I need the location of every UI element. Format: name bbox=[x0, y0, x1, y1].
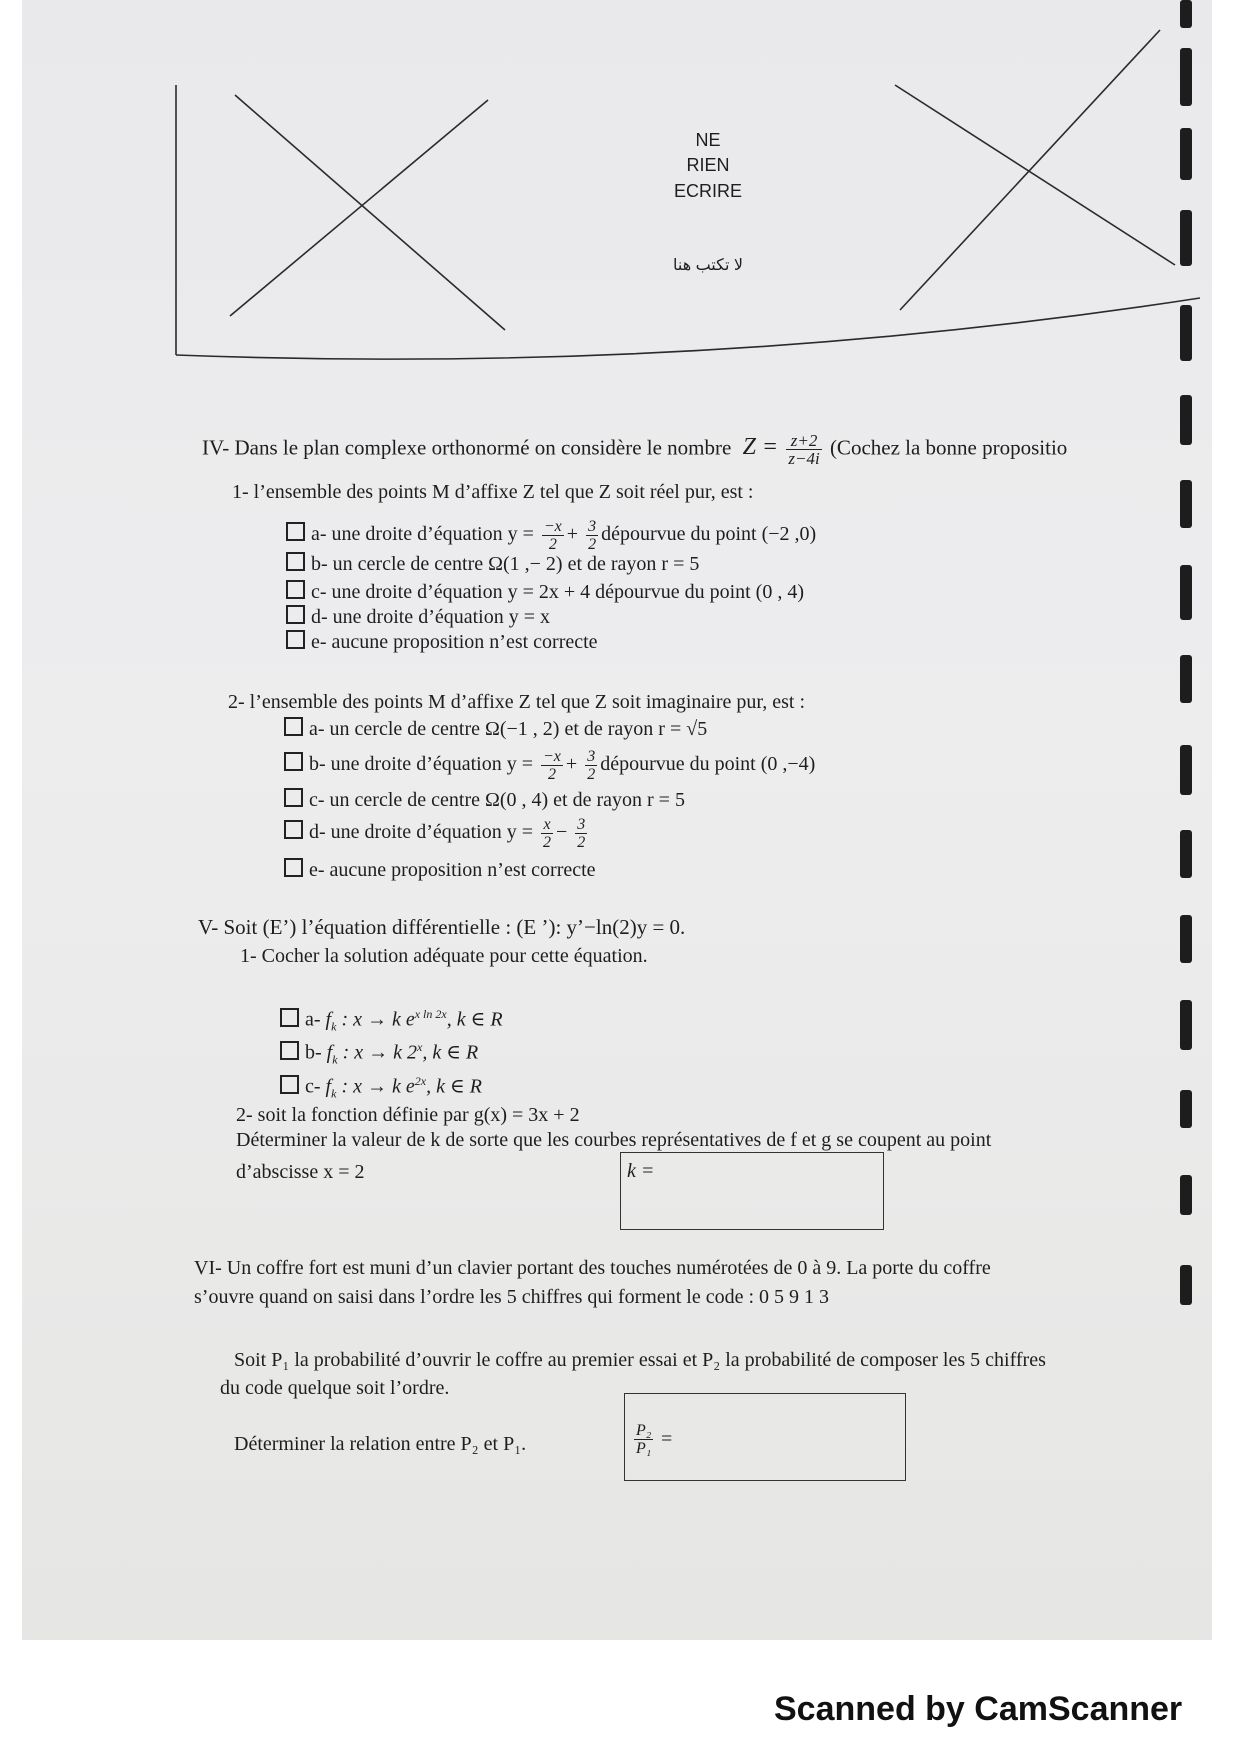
section-vi-line5: Déterminer la relation entre P₂ et P₁. bbox=[234, 1433, 527, 1455]
checkbox[interactable] bbox=[284, 717, 303, 736]
checkbox[interactable] bbox=[286, 630, 305, 649]
checkbox[interactable] bbox=[286, 605, 305, 624]
section-vi-line4: du code quelque soit l’ordre. bbox=[220, 1377, 450, 1399]
binding-ring bbox=[1180, 395, 1192, 445]
header-ne: NE bbox=[695, 130, 721, 150]
section-vi-line3: Soit P₁ la probabilité d’ouvrir le coffre au premier essai et P₂ la probabilité de composer les 5 chiffres bbox=[234, 1349, 1046, 1371]
cross-line-right-2 bbox=[900, 30, 1160, 310]
checkbox[interactable] bbox=[280, 1008, 299, 1027]
q2-option-e[interactable]: e- aucune proposition n’est correcte bbox=[284, 858, 596, 882]
k-answer-label: k = bbox=[627, 1160, 655, 1182]
checkbox[interactable] bbox=[284, 752, 303, 771]
cross-line-left-2 bbox=[230, 100, 488, 316]
cross-line-left-1 bbox=[235, 95, 505, 330]
instruction: (Cochez la bonne propositio bbox=[829, 435, 1068, 460]
section-vi-line2: s’ouvre quand on saisi dans l’ordre les 5 chiffres qui forment le code : 0 5 9 1 3 bbox=[194, 1286, 830, 1308]
binding-ring bbox=[1180, 655, 1192, 703]
section-v-q2-line3: d’abscisse x = 2 bbox=[236, 1161, 365, 1183]
q1-text: 1- l’ensemble des points M d’affixe Z tel que Z soit réel pur, est : bbox=[232, 481, 754, 503]
no-write-zone bbox=[0, 0, 1240, 370]
v-option-b[interactable]: b- $f_k$ : x → k 2$^x$, k ∈ R bbox=[280, 1035, 478, 1072]
q1-option-a[interactable]: a- une droite d’équation y = $\frac{-x}{2}$ + $\frac{3}{2}$ dépourvue du point (−2 ,0) bbox=[286, 518, 816, 553]
k-answer-box[interactable] bbox=[620, 1152, 884, 1230]
checkbox[interactable] bbox=[280, 1041, 299, 1060]
checkbox[interactable] bbox=[286, 522, 305, 541]
section-v-q2-line1: 2- soit la fonction définie par g(x) = 3x + 2 bbox=[236, 1104, 580, 1126]
q2-option-c[interactable]: c- un cercle de centre Ω(0 , 4) et de rayon r = 5 bbox=[284, 788, 685, 812]
checkbox[interactable] bbox=[280, 1075, 299, 1094]
checkbox[interactable] bbox=[284, 858, 303, 877]
checkbox[interactable] bbox=[284, 820, 303, 839]
header-ecrire: ECRIRE bbox=[673, 181, 742, 201]
q1-option-d[interactable]: d- une droite d’équation y = x bbox=[286, 605, 550, 629]
binding-ring bbox=[1180, 1090, 1192, 1128]
z-label: Z = bbox=[742, 434, 779, 461]
scanner-watermark: Scanned by CamScanner bbox=[774, 1690, 1183, 1728]
checkbox[interactable] bbox=[286, 552, 305, 571]
binding-ring bbox=[1180, 565, 1192, 620]
p-ratio-equals: = bbox=[661, 1428, 673, 1450]
zone-border-bottom bbox=[176, 298, 1200, 359]
binding-ring bbox=[1180, 830, 1192, 878]
header-arabic: لا تكتب هنا bbox=[673, 257, 743, 274]
q1-option-c[interactable]: c- une droite d’équation y = 2x + 4 dépourvue du point (0 , 4) bbox=[286, 580, 804, 604]
q2-option-b[interactable]: b- une droite d’équation y = $\frac{-x}{2}$ + $\frac{3}{2}$ dépourvue du point (0 ,−4) bbox=[284, 748, 815, 783]
p-ratio-answer-box[interactable] bbox=[624, 1393, 906, 1481]
section-vi-line1: VI- Un coffre fort est muni d’un clavier portant des touches numérotées de 0 à 9. La porte du coffre bbox=[194, 1257, 991, 1279]
q2-text: 2- l’ensemble des points M d’affixe Z tel que Z soit imaginaire pur, est : bbox=[228, 691, 806, 713]
header-rien: RIEN bbox=[686, 155, 730, 175]
cross-line-right-1 bbox=[895, 85, 1175, 265]
v-option-c[interactable]: c- $f_k$ : x → k $e^{2x}$, k ∈ R bbox=[280, 1069, 482, 1106]
checkbox[interactable] bbox=[286, 580, 305, 599]
section-v-q2-line2: Déterminer la valeur de k de sorte que les courbes représentatives de f et g se coupent au point bbox=[236, 1129, 992, 1151]
binding-ring bbox=[1180, 915, 1192, 963]
q1-option-b[interactable]: b- un cercle de centre Ω(1 ,− 2) et de rayon r = 5 bbox=[286, 552, 699, 576]
q2-option-d[interactable]: d- une droite d’équation y = $\frac{x}{2}$ − $\frac{3}{2}$ bbox=[284, 816, 590, 851]
binding-ring bbox=[1180, 1175, 1192, 1215]
section-v-intro: V- Soit (E’) l’équation différentielle : (E ’): y’−ln(2)y = 0. bbox=[198, 915, 686, 939]
v-option-a[interactable]: a- $f_k$ : x → k $e^{x ln 2x}$, k ∈ R bbox=[280, 1002, 503, 1039]
binding-ring bbox=[1180, 480, 1192, 528]
section-v-q1: 1- Cocher la solution adéquate pour cette équation. bbox=[240, 945, 648, 967]
q1-option-e[interactable]: e- aucune proposition n’est correcte bbox=[286, 630, 598, 654]
z-fraction: $\frac{z+2}{z-4i}$ bbox=[788, 431, 820, 468]
q2-option-a[interactable]: a- un cercle de centre Ω(−1 , 2) et de rayon r = √5 bbox=[284, 717, 707, 741]
section-iv-intro: IV- Dans le plan complexe orthonormé on considère le nombre Z = $\frac{z+2}{z-4i}$ (Cochez la bonne propositio bbox=[202, 431, 1068, 468]
checkbox[interactable] bbox=[284, 788, 303, 807]
binding-ring bbox=[1180, 745, 1192, 795]
p-ratio-fraction: $\frac{\text{P₂}}{\text{P₁}}$ bbox=[636, 1422, 652, 1457]
binding-ring bbox=[1180, 1000, 1192, 1050]
binding-ring bbox=[1180, 1265, 1192, 1305]
